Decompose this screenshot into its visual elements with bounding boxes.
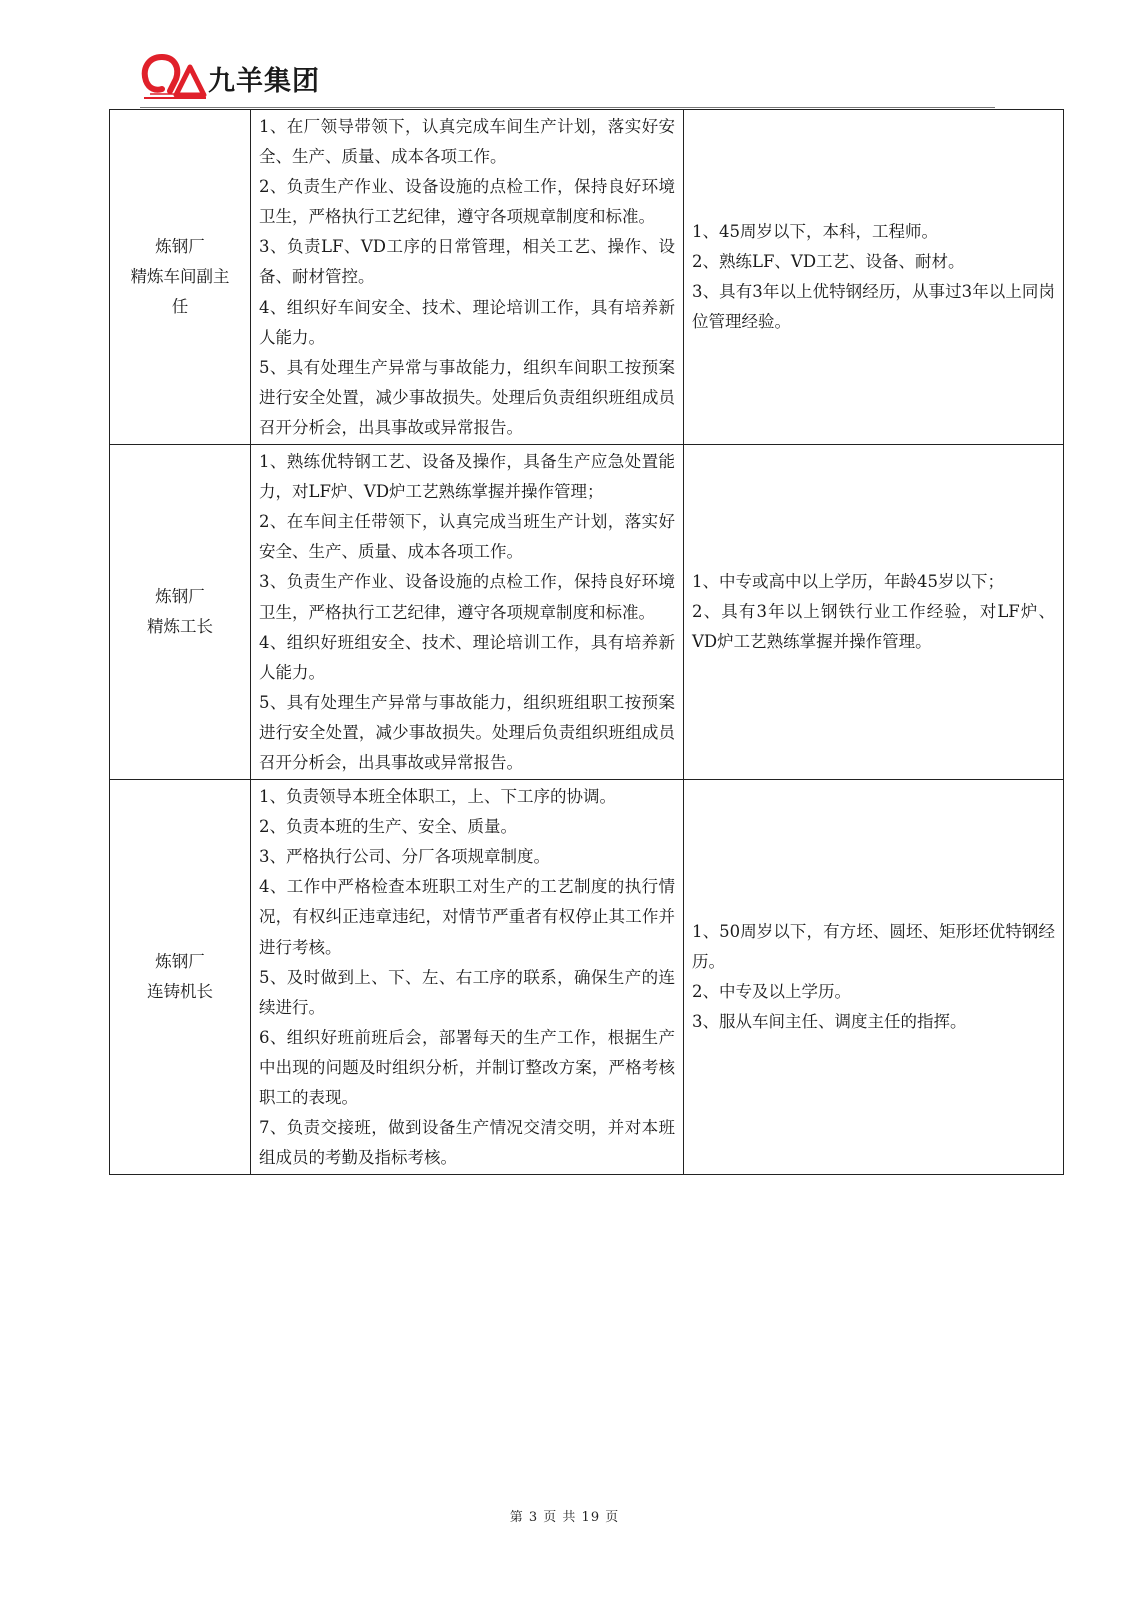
duty-item: 2、负责本班的生产、安全、质量。: [259, 817, 517, 837]
duties-cell: [251, 445, 684, 780]
requirement-item: 1、45周岁以下，本科，工程师。: [692, 221, 938, 241]
requirements-cell: [684, 445, 1064, 780]
duty-item: 3、负责生产作业、设备设施的点检工作，保持良好环境卫生，严格执行工艺纪律，遵守各项规章制度和标准。: [259, 572, 675, 622]
duties-cell: [251, 110, 684, 445]
position-cell: [110, 445, 251, 780]
duty-item: 4、组织好车间安全、技术、理论培训工作，具有培养新人能力。: [259, 297, 675, 347]
duty-item: 3、负责LF、VD工序的日常管理，相关工艺、操作、设备、耐材管控。: [259, 237, 675, 287]
position-title-line: 精炼工长: [147, 617, 213, 637]
duty-item: 4、工作中严格检查本班职工对生产的工艺制度的执行情况，有权纠正违章违纪，对情节严重者有权停止其工作并进行考核。: [259, 877, 675, 957]
requirement-item: 2、熟练LF、VD工艺、设备、耐材。: [692, 251, 965, 271]
requirement-item: 3、具有3年以上优特钢经历，从事过3年以上同岗位管理经验。: [692, 282, 1055, 332]
duty-item: 1、负责领导本班全体职工，上、下工序的协调。: [259, 787, 616, 807]
jiuyang-logo-icon: [140, 51, 210, 101]
page-number: 第 3 页 共 19 页: [509, 1510, 620, 1525]
requirements-cell: [684, 110, 1064, 445]
duty-item: 4、组织好班组安全、技术、理论培训工作，具有培养新人能力。: [259, 632, 675, 682]
position-title-line: 任: [171, 297, 189, 317]
position-title-line: 连铸机长: [147, 982, 213, 1002]
duty-item: 5、具有处理生产异常与事故能力，组织班组职工按预案进行安全处置，减少事故损失。处理后负责组织班组成员召开分析会，出具事故或异常报告。: [259, 692, 675, 772]
requirement-item: 2、具有3年以上钢铁行业工作经验，对LF炉、VD炉工艺熟练掌握并操作管理。: [692, 602, 1055, 652]
duty-item: 1、熟练优特钢工艺、设备及操作，具备生产应急处置能力，对LF炉、VD炉工艺熟练掌握并操作管理；: [259, 452, 675, 502]
duty-item: 3、严格执行公司、分厂各项规章制度。: [259, 847, 550, 867]
position-title-line: 炼钢厂: [155, 952, 205, 972]
duties-cell: [251, 780, 684, 1175]
position-title-line: 炼钢厂: [155, 586, 205, 606]
position-cell: [110, 780, 251, 1175]
position-title-line: 炼钢厂: [155, 236, 205, 256]
duty-item: 5、具有处理生产异常与事故能力，组织车间职工按预案进行安全处置，减少事故损失。处理后负责组织班组成员召开分析会，出具事故或异常报告。: [259, 357, 675, 437]
company-name: 九羊集团: [208, 65, 320, 97]
requirement-item: 3、服从车间主任、调度主任的指挥。: [692, 1012, 967, 1032]
requirement-item: 1、50周岁以下，有方坯、圆坯、矩形坯优特钢经历。: [692, 921, 1055, 972]
position-cell: [110, 110, 251, 445]
table-row: [110, 110, 1064, 445]
duty-item: 1、在厂领导带领下，认真完成车间生产计划，落实好安全、生产、质量、成本各项工作。: [259, 117, 675, 167]
requirement-item: 1、中专或高中以上学历，年龄45岁以下；: [692, 571, 1004, 591]
table-row: [110, 780, 1064, 1175]
company-logo: [140, 52, 320, 100]
duty-item: 2、在车间主任带领下，认真完成当班生产计划，落实好安全、生产、质量、成本各项工作。: [259, 512, 675, 562]
duty-item: 2、负责生产作业、设备设施的点检工作，保持良好环境卫生，严格执行工艺纪律，遵守各项规章制度和标准。: [259, 177, 675, 227]
position-title-line: 精炼车间副主: [130, 266, 230, 286]
requirement-item: 2、中专及以上学历。: [692, 982, 851, 1002]
duty-item: 7、负责交接班，做到设备生产情况交清交明，并对本班组成员的考勤及指标考核。: [259, 1118, 675, 1168]
page-header: [140, 52, 995, 108]
duty-item: 6、组织好班前班后会，部署每天的生产工作，根据生产中出现的问题及时组织分析，并制订整改方案，严格考核职工的表现。: [259, 1027, 675, 1107]
duty-item: 5、及时做到上、下、左、右工序的联系，确保生产的连续进行。: [259, 967, 675, 1017]
requirements-cell: [684, 780, 1064, 1175]
job-table: [109, 109, 1064, 1175]
table-row: [110, 445, 1064, 780]
